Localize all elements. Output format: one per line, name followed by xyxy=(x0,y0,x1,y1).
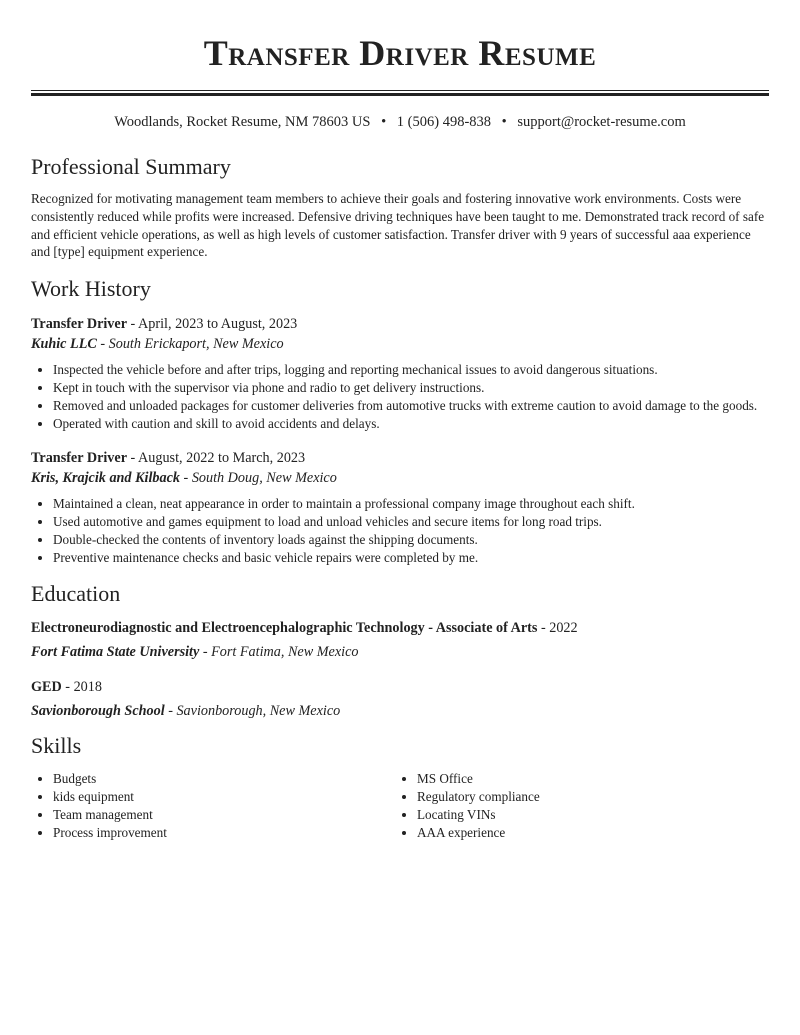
company-line xyxy=(31,468,769,488)
skills-heading: Skills xyxy=(31,732,82,758)
skill-item: • Regulatory compliance xyxy=(417,788,759,806)
degree-line xyxy=(31,618,769,638)
contact-email: support@rocket-resume.com xyxy=(517,114,686,130)
company-location: - South Doug, New Mexico xyxy=(180,470,337,487)
skill-item: • Locating VINs xyxy=(417,806,759,824)
contact-separator: • xyxy=(381,114,387,130)
summary-text: Recognized for motivating management team members to achieve their goals and fostering innovative work environments. Costs were consistently reduced while profits were increased. Defensive driving techniques have been taught to me. Demonstrated track record of safe and efficient vehicle operations, as well as high levels of customer satisfaction. Transfer driver with 9 years of successful aaa experience and [type] equipment experience. xyxy=(31,191,765,260)
job-dates: - August, 2022 to March, 2023 xyxy=(127,450,306,467)
skills-column-left xyxy=(31,770,395,843)
job-dates: - April, 2023 to August, 2023 xyxy=(127,316,298,333)
job-duty: • Inspected the vehicle before and after trips, logging and reporting mechanical issues to avoid dangerous situations. xyxy=(53,361,769,379)
job-duty: • Removed and unloaded packages for customer deliveries from automotive trucks with extreme caution to avoid damage to the goods. xyxy=(53,397,769,415)
job-duty: • Used automotive and games equipment to load and unload vehicles and secure items for long road trips. xyxy=(53,513,769,531)
job-duty: • Kept in touch with the supervisor via phone and radio to get delivery instructions. xyxy=(53,379,769,397)
degree-name: Electroneurodiagnostic and Electroencephalographic Technology - Associate of Arts xyxy=(31,619,538,636)
summary-heading: Professional Summary xyxy=(31,154,231,179)
skill-item: • Team management xyxy=(53,806,395,824)
skills-list xyxy=(31,770,395,843)
job-duty: • Double-checked the contents of inventory loads against the shipping documents. xyxy=(53,531,769,549)
education-heading: Education xyxy=(31,580,121,606)
education-entry xyxy=(31,618,769,662)
degree-year: - 2018 xyxy=(61,678,102,695)
job-duty: • Maintained a clean, neat appearance in order to maintain a professional company image throughout each shift. xyxy=(53,495,769,513)
resume-title: Transfer Driver Resume xyxy=(203,33,597,73)
company-line xyxy=(31,334,769,354)
work-history-heading: Work History xyxy=(31,276,151,302)
contact-separator: • xyxy=(501,114,507,130)
company-location: - South Erickaport, New Mexico xyxy=(96,336,284,353)
job-title: Transfer Driver xyxy=(31,450,127,467)
contact-address: Woodlands, Rocket Resume, NM 78603 US xyxy=(114,114,371,130)
job-entry xyxy=(31,314,769,432)
school-line xyxy=(31,642,769,662)
school-name: Fort Fatima State University xyxy=(31,643,200,660)
degree-year: - 2022 xyxy=(537,619,578,636)
skill-item: • Process improvement xyxy=(53,824,395,842)
job-duty: • Preventive maintenance checks and basic vehicle repairs were completed by me. xyxy=(53,549,769,567)
skills-list xyxy=(395,770,759,843)
job-title: Transfer Driver xyxy=(31,316,127,333)
header-divider xyxy=(31,90,769,96)
skills-grid xyxy=(31,770,769,843)
job-entry xyxy=(31,448,769,566)
company-name: Kris, Krajcik and Kilback xyxy=(31,470,180,487)
job-duties xyxy=(31,495,769,566)
education-entry xyxy=(31,677,769,721)
school-name: Savionborough School xyxy=(31,702,165,719)
company-name: Kuhic LLC xyxy=(31,336,97,353)
degree-name: GED xyxy=(31,678,62,695)
school-location: - Fort Fatima, New Mexico xyxy=(199,643,359,660)
job-duty: • Operated with caution and skill to avoid accidents and delays. xyxy=(53,415,769,433)
job-duties xyxy=(31,361,769,432)
skill-item: • kids equipment xyxy=(53,788,395,806)
school-location: - Savionborough, New Mexico xyxy=(164,702,341,719)
degree-line xyxy=(31,677,769,697)
skill-item: • AAA experience xyxy=(417,824,759,842)
school-line xyxy=(31,701,769,721)
skill-item: • Budgets xyxy=(53,770,395,788)
job-title-line xyxy=(31,448,769,468)
contact-line xyxy=(31,112,769,132)
contact-phone: 1 (506) 498-838 xyxy=(396,114,492,130)
job-title-line xyxy=(31,314,769,334)
skill-item: • MS Office xyxy=(417,770,759,788)
skills-column-right xyxy=(395,770,759,843)
